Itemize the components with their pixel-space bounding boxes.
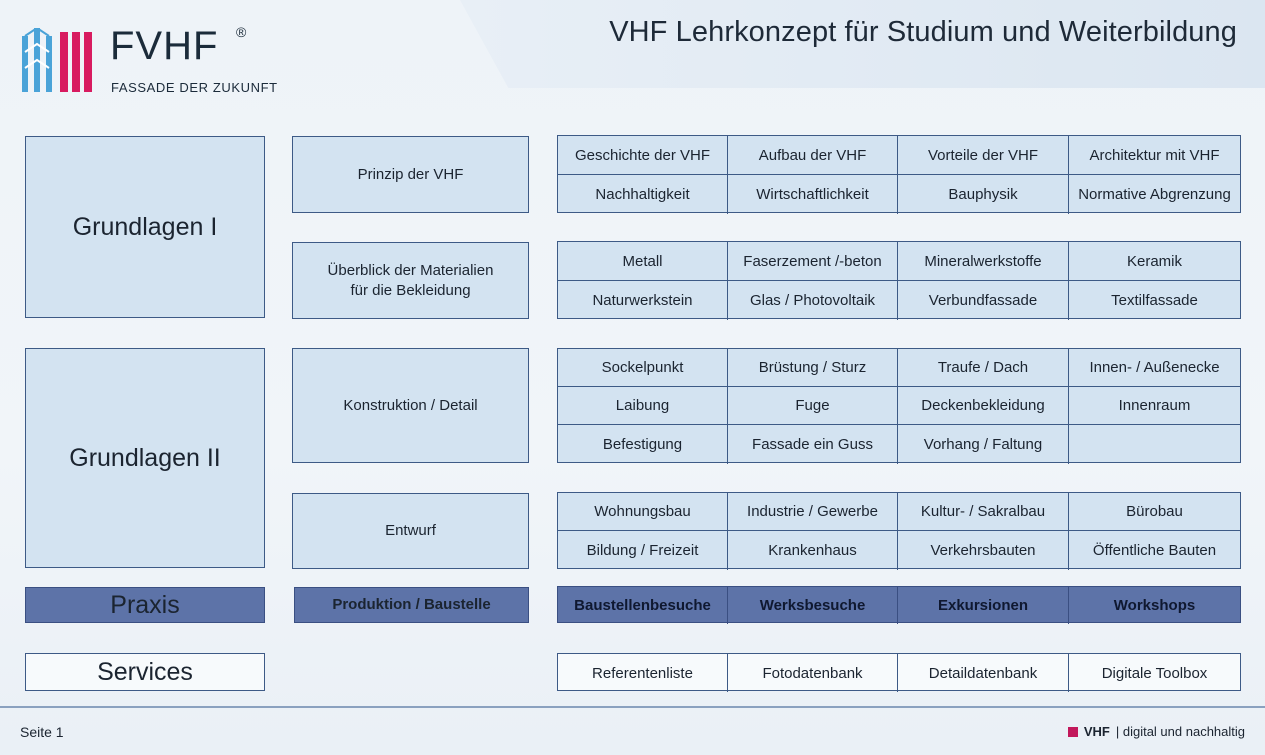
grid-cell: Krankenhaus [728, 531, 898, 570]
grid-cell: Vorhang / Faltung [898, 425, 1069, 464]
grid-cell: Werksbesuche [728, 587, 898, 624]
grid-cell: Laibung [558, 387, 728, 425]
category-grundlagen-2: Grundlagen II [25, 348, 265, 568]
topic-materialien-line1: Überblick der Materialien [327, 261, 494, 279]
grid-materialien [557, 241, 1241, 319]
grid-cell: Keramik [1069, 242, 1240, 281]
page-number: Seite 1 [20, 724, 64, 740]
grid-prinzip [557, 135, 1241, 213]
grid-cell: Metall [558, 242, 728, 281]
grid-konstruktion [557, 348, 1241, 463]
grid-cell: Verkehrsbauten [898, 531, 1069, 570]
grid-cell: Normative Abgrenzung [1078, 186, 1231, 203]
grid-cell: Detaildatenbank [898, 654, 1069, 692]
grid-cell: Sockelpunkt [558, 349, 728, 387]
grid-cell: Fuge [728, 387, 898, 425]
grid-cell: Fotodatenbank [728, 654, 898, 692]
grid-cell: Architektur mit VHF [1069, 136, 1240, 175]
category-services: Services [25, 653, 265, 691]
grid-cell: Brüstung / Sturz [728, 349, 898, 387]
topic-materialien-line2: für die Bekleidung [350, 281, 471, 299]
grid-cell: Verbundfassade [898, 281, 1069, 320]
grid-cell: Öffentliche Bauten [1092, 542, 1217, 559]
footer-brand-text: | digital und nachhaltig [1115, 724, 1245, 739]
grid-cell: Workshops [1113, 597, 1196, 614]
footer-divider [0, 706, 1265, 708]
grid-cell: Referentenliste [558, 654, 728, 692]
grid-cell: Wirtschaftlichkeit [728, 175, 898, 214]
category-grundlagen-1: Grundlagen I [25, 136, 265, 318]
page-title: VHF Lehrkonzept für Studium und Weiterbildung [609, 16, 1237, 48]
footer-brand [1068, 724, 1245, 739]
grid-praxis [557, 586, 1241, 623]
brand-square-icon [1068, 727, 1078, 737]
grid-cell: Mineralwerkstoffe [898, 242, 1069, 281]
grid-cell: Industrie / Gewerbe [728, 493, 898, 531]
grid-cell: Faserzement /-beton [728, 242, 898, 281]
topic-materialien [292, 242, 529, 319]
grid-cell: Bildung / Freizeit [558, 531, 728, 570]
fvhf-logo [22, 24, 302, 96]
grid-cell: Deckenbekleidung [898, 387, 1069, 425]
grid-cell: Fassade ein Guss [728, 425, 898, 464]
grid-cell [1069, 425, 1240, 464]
building-logo-icon [22, 28, 94, 92]
grid-cell: Innen- / Außenecke [1069, 349, 1240, 387]
grid-cell: Naturwerkstein [558, 281, 728, 320]
grid-cell: Geschichte der VHF [558, 136, 728, 175]
category-praxis: Praxis [25, 587, 265, 623]
grid-cell: Befestigung [558, 425, 728, 464]
footer-brand-bold: VHF [1083, 724, 1110, 739]
grid-cell: Digitale Toolbox [1101, 664, 1208, 682]
grid-cell: Vorteile der VHF [898, 136, 1069, 175]
grid-cell: Aufbau der VHF [728, 136, 898, 175]
grid-cell: Textilfassade [1111, 292, 1198, 309]
grid-cell: Glas / Photovoltaik [728, 281, 898, 320]
logo-name: FVHF [110, 24, 219, 68]
logo-tagline: FASSADE DER ZUKUNFT [111, 80, 278, 95]
grid-cell: Bürobau [1069, 493, 1240, 531]
grid-services [557, 653, 1241, 691]
grid-cell: Kultur- / Sakralbau [898, 493, 1069, 531]
grid-cell: Baustellenbesuche [558, 587, 728, 624]
grid-cell: Bauphysik [898, 175, 1069, 214]
grid-cell: Innenraum [1069, 387, 1240, 425]
grid-cell: Wohnungsbau [558, 493, 728, 531]
grid-cell: Traufe / Dach [898, 349, 1069, 387]
grid-cell: Nachhaltigkeit [558, 175, 728, 214]
topic-prinzip: Prinzip der VHF [292, 136, 529, 213]
grid-cell: Exkursionen [898, 587, 1069, 624]
topic-produktion: Produktion / Baustelle [294, 587, 529, 623]
grid-entwurf [557, 492, 1241, 569]
topic-entwurf: Entwurf [292, 493, 529, 569]
topic-konstruktion: Konstruktion / Detail [292, 348, 529, 463]
logo-registered-mark: ® [236, 24, 247, 40]
